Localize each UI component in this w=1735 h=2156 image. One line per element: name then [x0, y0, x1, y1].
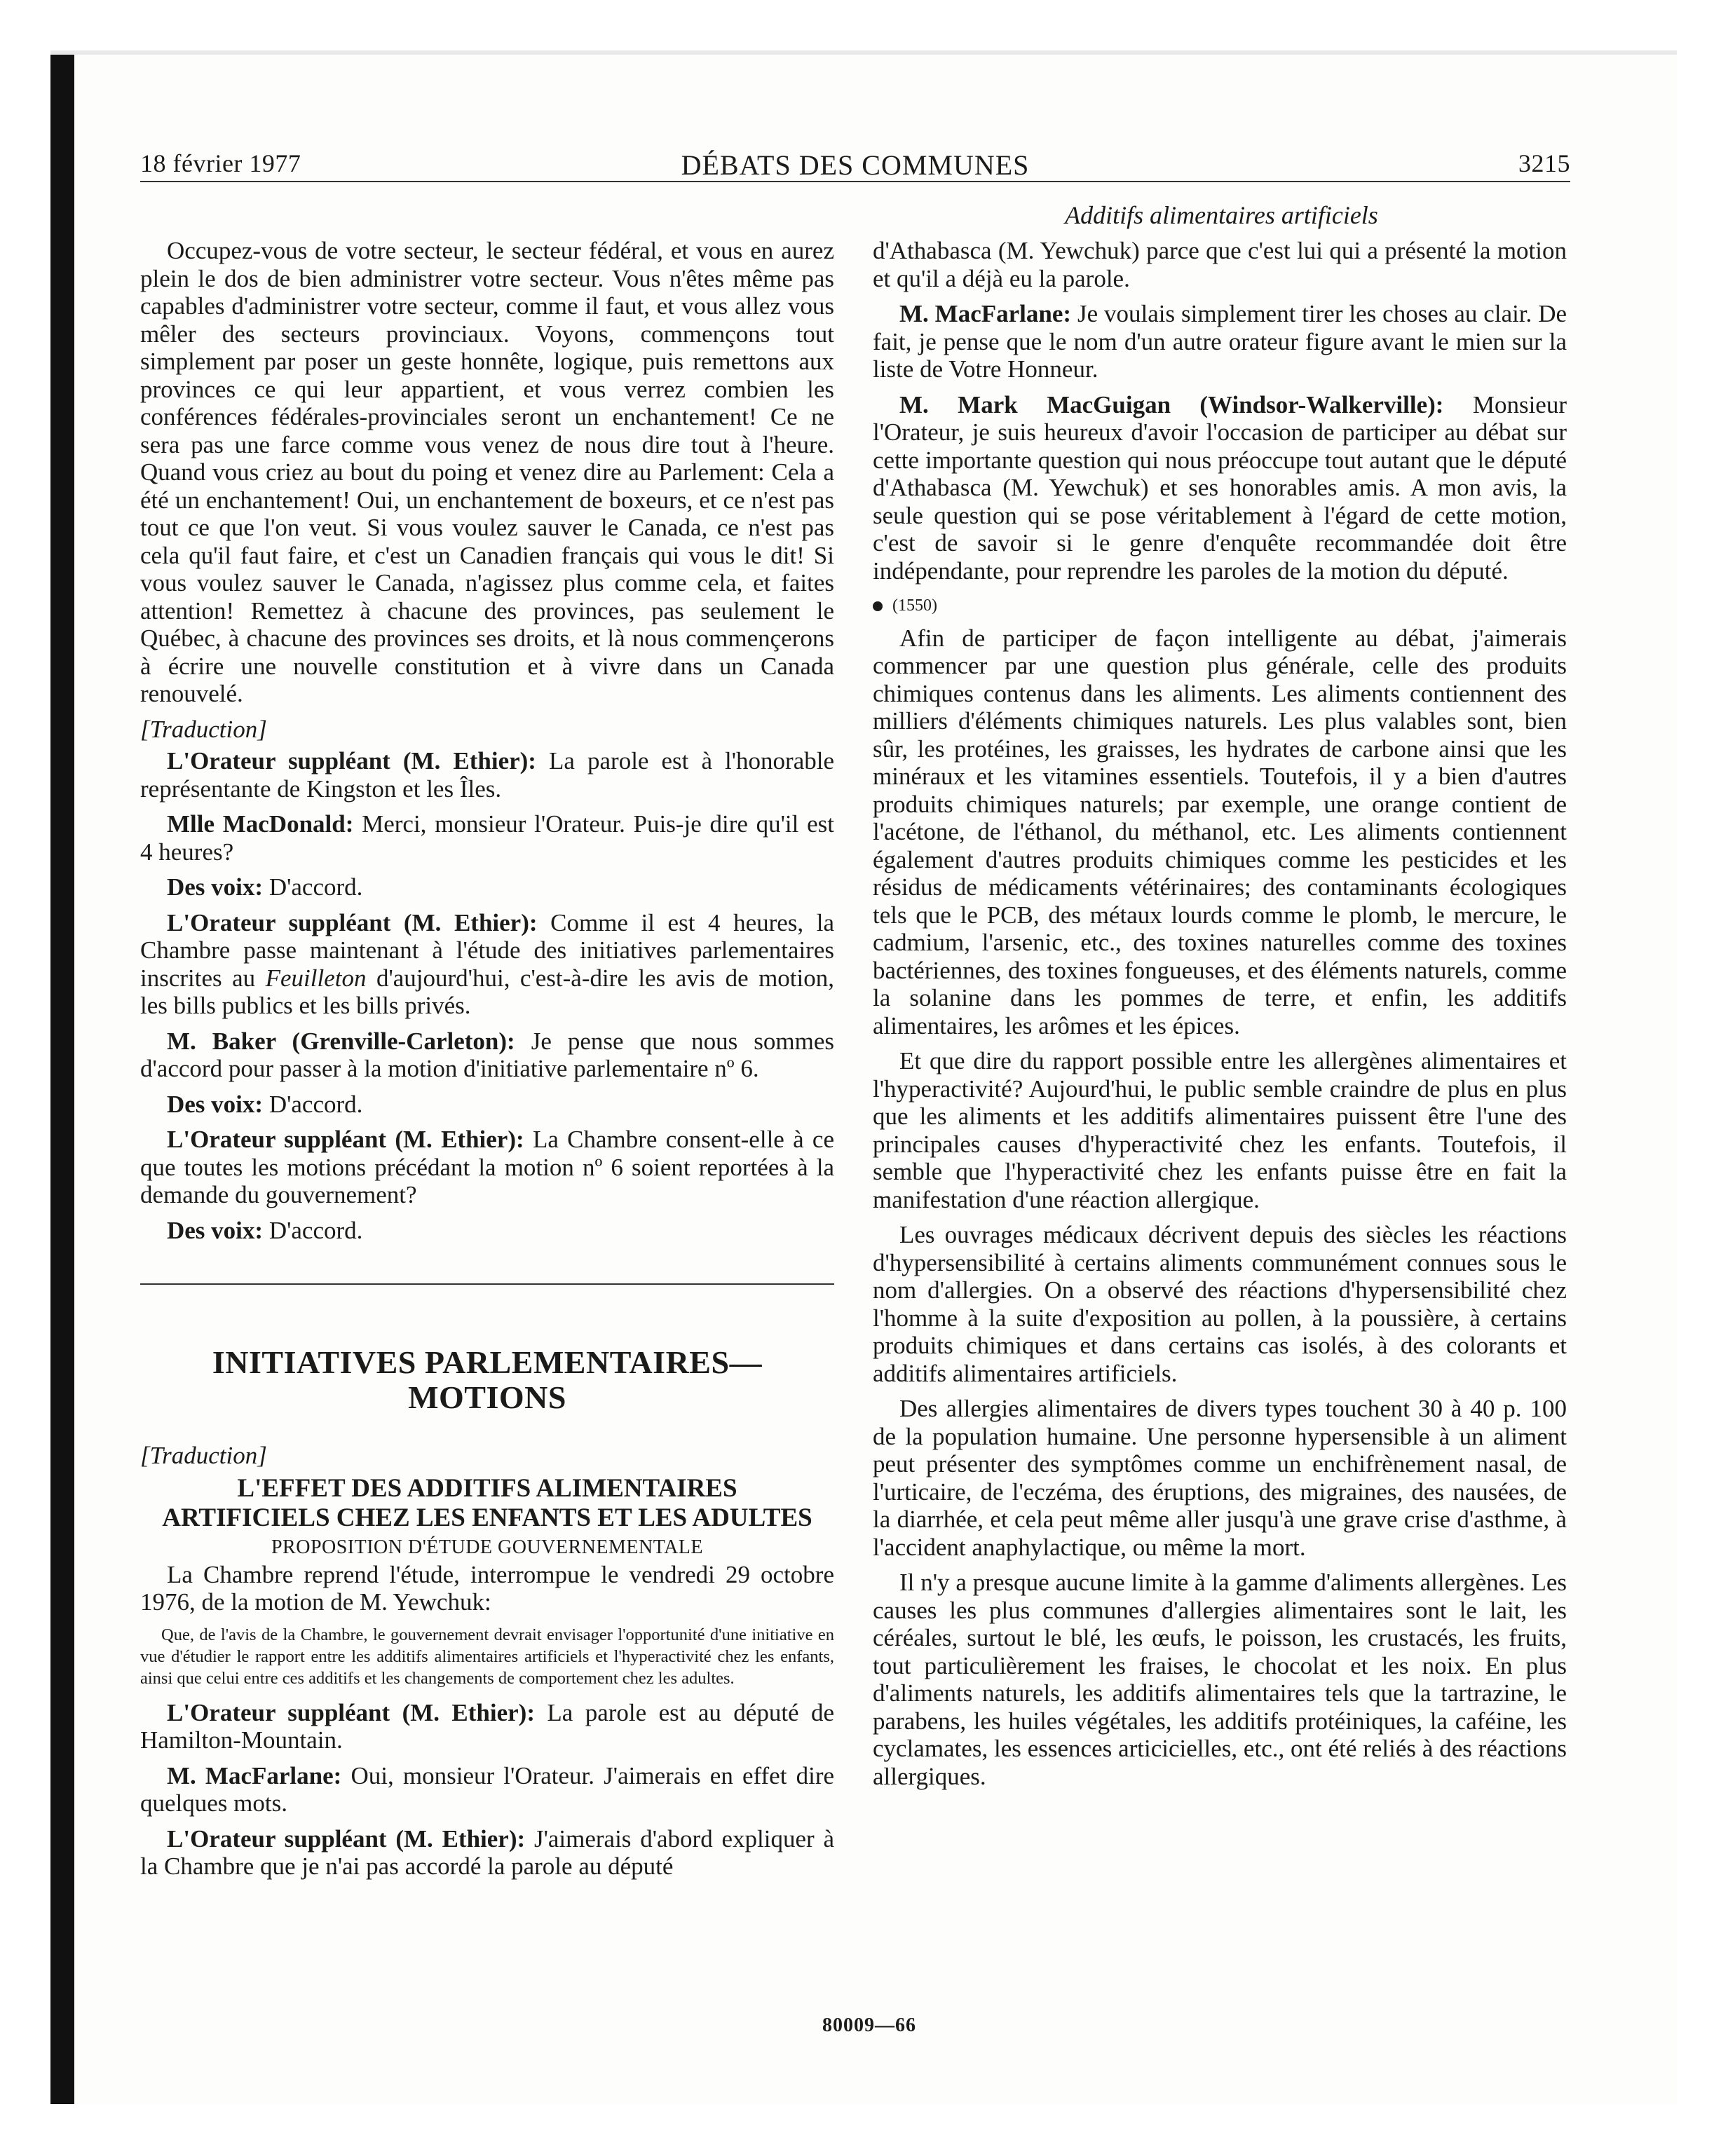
- bullet-icon: [873, 601, 883, 611]
- paragraph: Les ouvrages médicaux décrivent depuis des siècles les réactions d'hypersensibilité à certains aliments communément connues sous le nom d'allergies. On a observé des réactions d'hypersensibilité chez l'homme à la suite d'exposition au pollen, à la poussière, à certains produits chimiques et dans certains cas isolés, à des colorants et additifs alimentaires artificiels.: [873, 1221, 1567, 1387]
- section-divider: [140, 1283, 834, 1285]
- speech: [140, 873, 834, 901]
- speech: [140, 1091, 834, 1119]
- paragraph: Il n'y a presque aucune limite à la gamme d'aliments allergènes. Les causes les plus communes d'allergies alimentaires sont le lait, les céréales, surtout le blé, les œufs, le poisson, les crustacés, les fruits, tout particulièrement les fraises, le chocolat et les noix. En plus d'aliments naturels, les additifs alimentaires tels que la tartrazine, le parabens, les huiles végétales, les additifs protéiniques, la caféine, les cyclamates, les essences articicielles, etc., ont été reliés à des réactions allergiques.: [873, 1569, 1567, 1790]
- speaker: L'Orateur suppléant (M. Ethier):: [167, 747, 536, 775]
- paragraph: Afin de participer de façon intelligente au débat, j'aimerais commencer par une question plus générale, celle des produits chimiques contenus dans les aliments. Les aliments contiennent des milliers d'éléments chimiques naturels. Les plus valables sont, bien sûr, les protéines, les graisses, les hydrates de carbone ainsi que les minéraux et les vitamines essentiels. Toutefois, il y a bien d'autres produits chimiques naturels; par exemple, une orange contient de l'acétone, de l'éthanol, du méthanol, etc. Les aliments contiennent également d'autres produits chimiques comme les pesticides et les résidus de médicaments vétérinaires; des contaminants écologiques tels que le PCB, des métaux lourds comme le plomb, le mercure, le cadmium, l'arsenic, etc., des toxines naturelles comme des toxines bactériennes, des toxines fongueuses, et des éléments naturels, comme la solanine dans les pommes de terre, et enfin, les additifs alimentaires, les arômes et les épices.: [873, 624, 1567, 1039]
- speech: [140, 1699, 834, 1754]
- section-title-line-2: MOTIONS: [408, 1379, 566, 1415]
- paragraph: Des allergies alimentaires de divers types touchent 30 à 40 p. 100 de la population humaine. Une personne hypersensible à un aliment peut présenter des symptômes comme un enchifrènement nasal, de l'urticaire, de l'eczéma, des éruptions, des migraines, des nausées, de la diarrhée, et cela peut même aller jusqu'à une grave crise d'asthme, à l'accident anaphylactique, ou même la mort.: [873, 1395, 1567, 1561]
- subsection-title-line-1: L'EFFET DES ADDITIFS ALIMENTAIRES: [237, 1473, 737, 1503]
- speech: [140, 1825, 834, 1881]
- right-column: [873, 237, 1567, 1798]
- subsection-title: [140, 1474, 834, 1533]
- traduction-note: [Traduction]: [140, 1442, 267, 1469]
- speech: [140, 1126, 834, 1209]
- speech: [873, 300, 1567, 383]
- speech-text: D'accord.: [268, 1090, 363, 1118]
- paragraph: Et que dire du rapport possible entre les allergènes alimentaires et l'hyperactivité? Aujourd'hui, le public semble craindre de plus en plus que les aliments et les additifs alimentaires puissent être l'une des principales causes d'hyperactivité chez les enfants. Toutefois, il semble que l'hyperactivité chez les enfants puisse être en fait la manifestation d'une réaction allergique.: [873, 1047, 1567, 1213]
- left-column: [140, 237, 834, 1888]
- speech: [140, 1217, 834, 1245]
- speech-text: Oui, monsieur l'Orateur. J'aimerais en effet dire quelques mots.: [140, 1761, 835, 1817]
- speaker: M. Mark MacGuigan (Windsor-Walkerville):: [899, 390, 1444, 418]
- speaker: M. MacFarlane:: [899, 300, 1072, 327]
- speech: [140, 1028, 834, 1083]
- footer-code: 80009—66: [822, 2014, 916, 2036]
- timestamp: [873, 592, 1567, 620]
- scan-edge-shadow: [50, 50, 74, 2104]
- speaker: M. MacFarlane:: [167, 1761, 342, 1789]
- section-title-line-1: INITIATIVES PARLEMENTAIRES—: [212, 1344, 763, 1380]
- traduction-note: [Traduction]: [140, 715, 267, 743]
- section-title: [140, 1345, 834, 1415]
- speech-text: Monsieur l'Orateur, je suis heureux d'avoir l'occasion de participer au débat sur cette importante question qui nous préoccupe tout autant que le député d'Athabasca (M. Yewchuk) et ses honorables amis. A mon avis, la seule question qui se pose véritablement à l'égard de cette motion, c'est de savoir si le genre d'enquête recommandée doit être indépendante, pour reprendre les paroles de la motion du député.: [873, 390, 1567, 585]
- paragraph: Occupez-vous de votre secteur, le secteur fédéral, et vous en aurez plein le dos de bien administrer votre secteur. Vous n'êtes même pas capables d'administrer votre secteur, comme il faut, et vous allez vous mêler des secteurs provinciaux. Voyons, commençons tout simplement par poser un geste honnête, logique, puis remettons aux provinces ce qui leur appartient, et vous verrez combien les conférences fédérales-provinciales seront un enchantement! Ce ne sera pas une farce comme vous venez de nous dire tout à l'heure. Quand vous criez au bout du poing et venez dire au Parlement: Cela a été un enchantement! Oui, un enchantement de boxeurs, et ce n'est pas tout ce que l'on veut. Si vous voulez sauver le Canada, ce n'est pas cela qu'il faut faire, et c'est un Canadien français qui vous le dit! Si vous voulez sauver le Canada, n'agissez plus comme cela, et faites attention! Remettez à chacune des provinces, pas seulement le Québec, à chacune des provinces ses droits, et là nous commençerons à écrire une nouvelle constitution et à vivre dans un Canada renouvelé.: [140, 237, 834, 707]
- speech-text: D'accord.: [268, 1216, 363, 1244]
- speech-text: Comme il est 4 heures, la Chambre passe maintenant à l'étude des initiatives parlementaires inscrites au: [140, 908, 835, 992]
- header-page-number: 3215: [1518, 149, 1570, 177]
- speech-text: Je voulais simplement tirer les choses au clair. De fait, je pense que le nom d'un autre orateur figure avant le mien sur la liste de Votre Honneur.: [873, 300, 1567, 383]
- speaker: Des voix:: [167, 1216, 264, 1244]
- header-title: DÉBATS DES COMMUNES: [681, 149, 1030, 181]
- speech: [140, 909, 834, 1020]
- speech-text: J'aimerais d'abord expliquer à la Chambre que je n'ai pas accordé la parole au député: [140, 1824, 834, 1880]
- speech-text: D'accord.: [268, 873, 363, 901]
- speaker: Des voix:: [167, 873, 264, 901]
- proposition-label: PROPOSITION D'ÉTUDE GOUVERNEMENTALE: [271, 1536, 704, 1558]
- speaker: Des voix:: [167, 1090, 264, 1118]
- timestamp-text: (1550): [892, 596, 937, 615]
- running-title: Additifs alimentaires artificiels: [1065, 201, 1378, 229]
- speaker: L'Orateur suppléant (M. Ethier):: [167, 1824, 526, 1853]
- speech-text: Je pense que nous sommes d'accord pour passer à la motion d'initiative parlementaire nº 6.: [140, 1027, 834, 1082]
- speech: [140, 810, 834, 866]
- header-rule: [140, 181, 1570, 182]
- speech-text-italic: Feuilleton: [265, 964, 367, 992]
- speaker: L'Orateur suppléant (M. Ethier):: [167, 1126, 524, 1153]
- speaker: M. Baker (Grenville-Carleton):: [167, 1027, 515, 1055]
- speech-text: Merci, monsieur l'Orateur. Puis-je dire qu'il est 4 heures?: [140, 810, 834, 866]
- speech: [873, 391, 1567, 585]
- speaker: L'Orateur suppléant (M. Ethier):: [167, 908, 538, 936]
- header-date: 18 février 1977: [140, 149, 301, 177]
- speaker: Mlle MacDonald:: [167, 810, 354, 838]
- speech: [140, 1762, 834, 1817]
- speech-text: La Chambre consent-elle à ce que toutes les motions précédant la motion nº 6 soient reportées à la demande du gouvernement?: [140, 1126, 834, 1208]
- speaker: L'Orateur suppléant (M. Ethier):: [167, 1698, 535, 1726]
- paragraph: La Chambre reprend l'étude, interrompue le vendredi 29 octobre 1976, de la motion de M. Yewchuk:: [140, 1560, 834, 1616]
- subsection-title-line-2: ARTIFICIELS CHEZ LES ENFANTS ET LES ADULTES: [162, 1503, 812, 1532]
- speech-text: La parole est à l'honorable représentante de Kingston et les Îles.: [140, 747, 835, 803]
- page-header: [140, 149, 1570, 179]
- motion-text: Que, de l'avis de la Chambre, le gouvernement devrait envisager l'opportunité d'une initiative en vue d'étudier le rapport entre les additifs alimentaires artificiels et l'hyperactivité chez les enfants, ainsi que celui entre ces additifs et les changements de comportement chez les adultes.: [140, 1625, 834, 1688]
- speech: [140, 747, 834, 803]
- paragraph: d'Athabasca (M. Yewchuk) parce que c'est lui qui a présenté la motion et qu'il a déjà eu la parole.: [873, 237, 1567, 292]
- speech-text: La parole est au député de Hamilton-Mountain.: [140, 1698, 835, 1754]
- speech-text: d'aujourd'hui, c'est-à-dire les avis de motion, les bills publics et les bills privés.: [140, 964, 834, 1019]
